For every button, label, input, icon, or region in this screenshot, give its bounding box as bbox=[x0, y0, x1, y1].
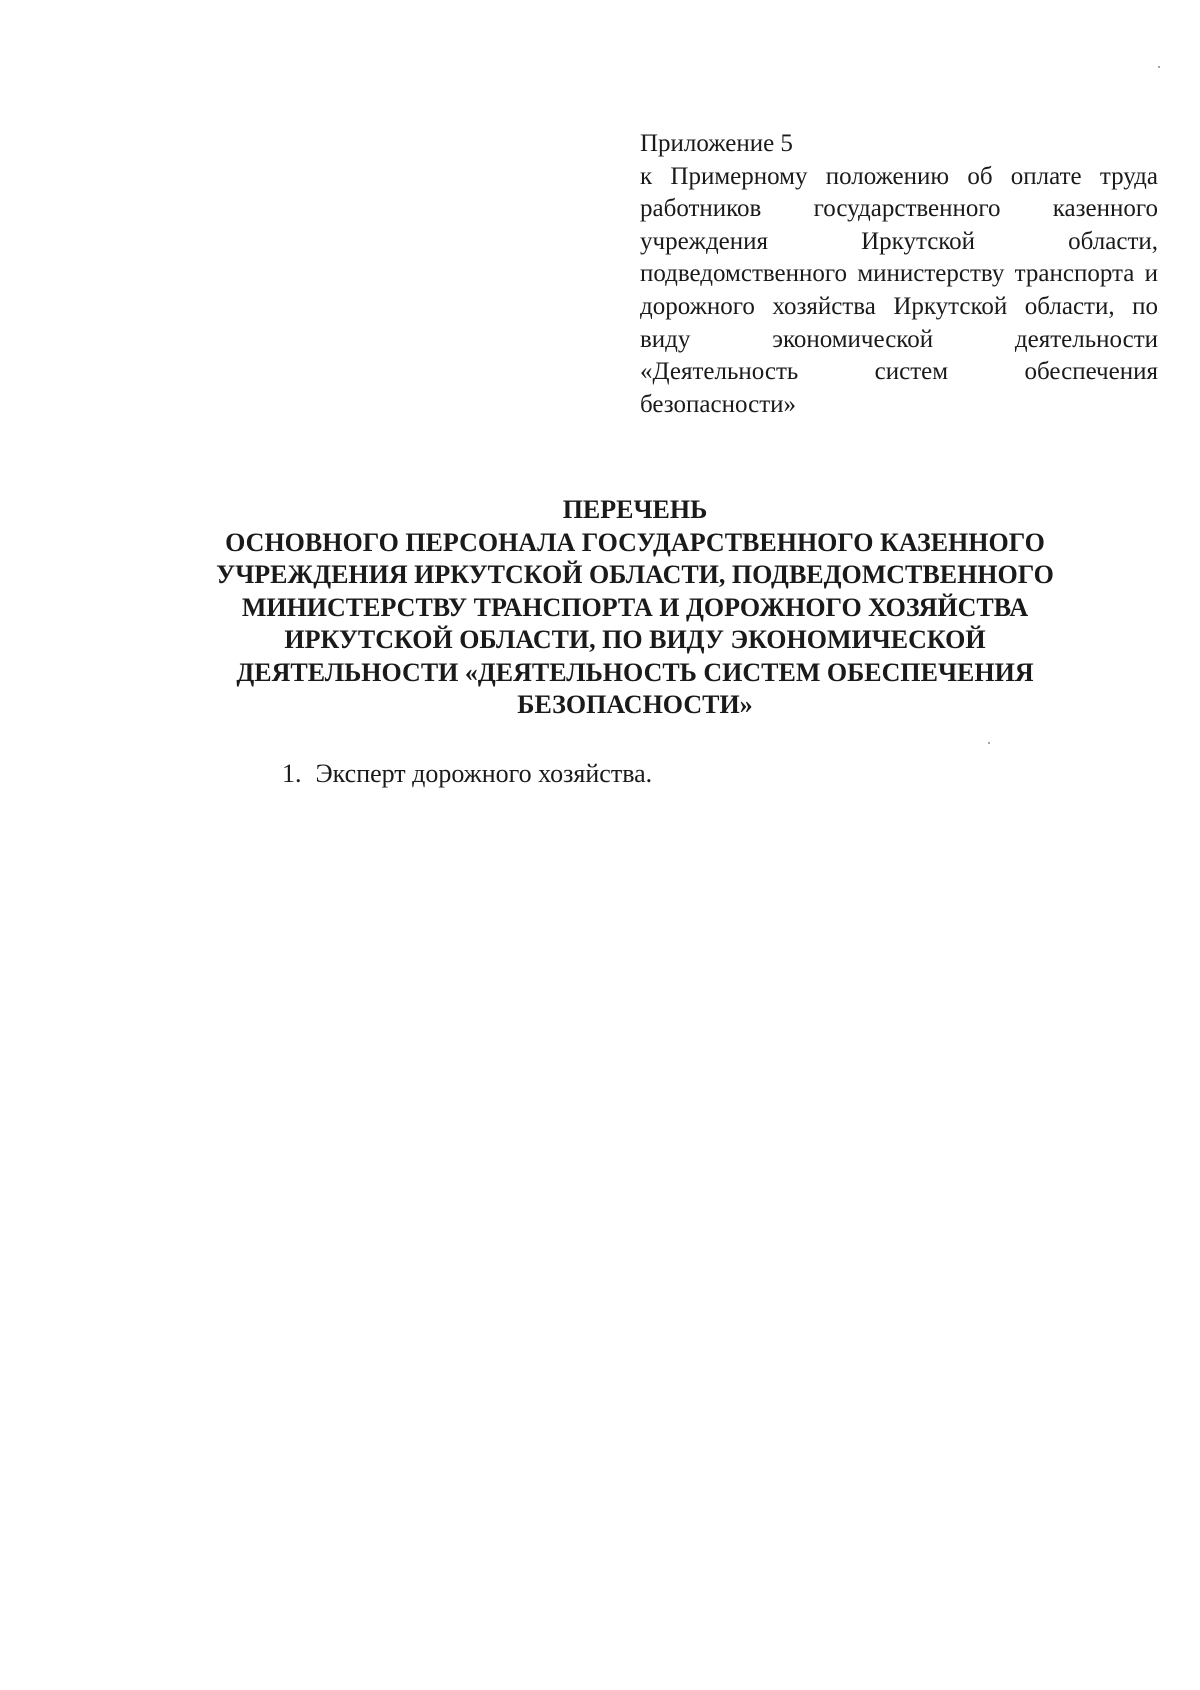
annex-text: к Примерному положению об оплате труда работников государственного казенного учреждения Иркутской области, подведомственного министерству транспорта и дорожного хозяйства Иркутской области, по виду экономической деятельности «Деятельность систем обеспечения безопасности» bbox=[640, 162, 1158, 418]
heading-line: ИРКУТСКОЙ ОБЛАСТИ, ПО ВИДУ ЭКОНОМИЧЕСКОЙ bbox=[284, 625, 986, 654]
document-heading bbox=[190, 494, 1080, 722]
heading-line: БЕЗОПАСНОСТИ» bbox=[517, 690, 753, 719]
annex-block bbox=[640, 128, 1158, 421]
list-item-number: 1. bbox=[282, 759, 302, 788]
list-item-text: Эксперт дорожного хозяйства. bbox=[315, 759, 653, 788]
heading-line: ОСНОВНОГО ПЕРСОНАЛА ГОСУДАРСТВЕННОГО КАЗЕННОГО bbox=[225, 527, 1045, 557]
personnel-list bbox=[282, 758, 652, 790]
annex-title: Приложение 5 bbox=[640, 130, 793, 157]
heading-line: ДЕЯТЕЛЬНОСТИ «ДЕЯТЕЛЬНОСТЬ СИСТЕМ ОБЕСПЕЧЕНИЯ bbox=[236, 657, 1034, 687]
heading-line: УЧРЕЖДЕНИЯ ИРКУТСКОЙ ОБЛАСТИ, ПОДВЕДОМСТВЕННОГО bbox=[216, 560, 1054, 589]
list-item bbox=[282, 758, 652, 790]
scan-speck bbox=[988, 742, 990, 744]
heading-line: МИНИСТЕРСТВУ ТРАНСПОРТА И ДОРОЖНОГО ХОЗЯЙСТВА bbox=[241, 592, 1029, 622]
heading-line: ПЕРЕЧЕНЬ bbox=[562, 495, 708, 524]
scan-speck bbox=[1158, 66, 1160, 68]
